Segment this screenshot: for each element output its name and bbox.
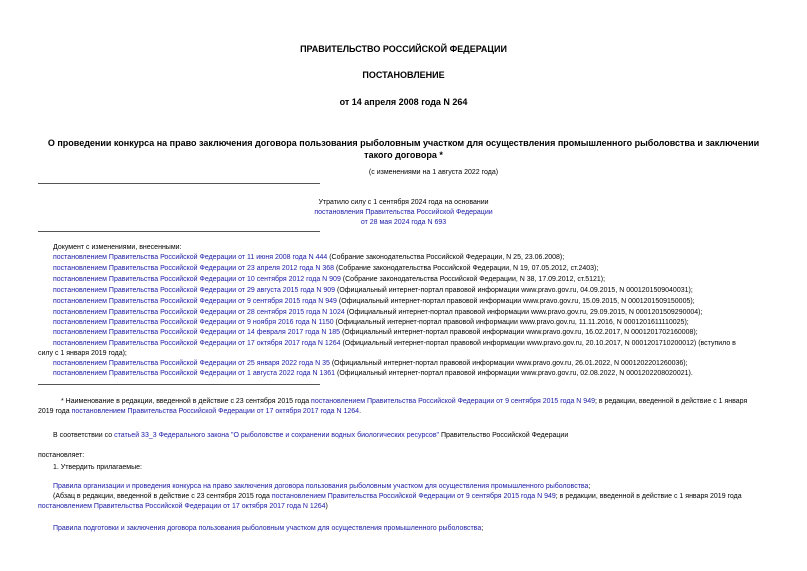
repeal-link-date[interactable]: от 28 мая 2024 года N 693 — [360, 219, 447, 226]
document-date-number: от 14 апреля 2008 года N 264 — [339, 97, 468, 107]
history-link[interactable]: постановлением Правительства Российской Федерации от 25 января 2022 года N 35 — [53, 360, 330, 367]
history-link[interactable]: постановлением Правительства Российской Федерации от 10 сентября 2012 года N 909 — [53, 276, 341, 283]
repeal-link-title[interactable]: постановления Правительства Российской Федерации — [314, 209, 493, 216]
history-item: постановлением Правительства Российской Федерации от 25 января 2022 года N 35 (Официальный интернет-портал правовой информации www.pravo.gov.ru, 26.01.2022, N 0001202201260036); — [53, 360, 688, 367]
preamble: В соответствии со статьей 33_3 Федерального закона "О рыболовстве и сохранении водных биологических ресурсов" Правительство Российской Федерации — [53, 432, 569, 439]
history-link[interactable]: постановлением Правительства Российской Федерации от 9 сентября 2015 года N 949 — [53, 298, 337, 305]
history-link[interactable]: постановлением Правительства Российской Федерации от 29 августа 2015 года N 909 — [53, 287, 336, 294]
history-item: постановлением Правительства Российской Федерации от 23 апреля 2012 года N 368 (Собрание законодательства Российской Федерации, N 19, 07.05.2012, ст.2403); — [53, 265, 599, 272]
history-link[interactable]: постановлением Правительства Российской Федерации от 1 августа 2022 года N 1361 — [53, 370, 336, 377]
footnote-line1: * Наименование в редакции, введенной в действие с 23 сентября 2015 года постановлением Правительства Российской Федерации от 9 сентября 2015 года N 949; в редакции, введенной в действие с 1 января — [61, 398, 748, 405]
footnote-line2: 2019 года постановлением Правительства Российской Федерации от 17 октября 2017 года N 1264. — [38, 408, 362, 415]
history-link[interactable]: постановлением Правительства Российской Федерации от 17 октября 2017 года N 1264 — [53, 340, 341, 347]
amendment-note-line2: постановлением Правительства Российской Федерации от 17 октября 2017 года N 1264) — [38, 503, 328, 510]
history-link[interactable]: постановлением Правительства Российской Федерации от 14 февраля 2017 года N 185 — [53, 329, 340, 336]
history-item: постановлением Правительства Российской Федерации от 1 августа 2022 года N 1361 (Официальный интернет-портал правовой информации www.pravo.gov.ru, 02.08.2022, N 0001202208020021). — [53, 370, 693, 377]
history-item: постановлением Правительства Российской Федерации от 11 июня 2008 года N 444 (Собрание законодательства Российской Федерации, N 25, 23.06.2008); — [53, 254, 565, 261]
footnote-link[interactable]: постановлением Правительства Российской Федерации от 17 октября 2017 года N 1264 — [71, 408, 360, 415]
amendment-link[interactable]: постановлением Правительства Российской Федерации от 9 сентября 2015 года N 949 — [271, 493, 556, 500]
history-item: постановлением Правительства Российской Федерации от 29 августа 2015 года N 909 (Официальный интернет-портал правовой информации www.pravo.gov.ru, 04.09.2015, N 0001201509040031); — [53, 287, 693, 294]
history-item: постановлением Правительства Российской Федерации от 9 сентября 2015 года N 949 (Официальный интернет-портал правовой информации www.pravo.gov.ru, 15.09.2015, N 0001201509150005); — [53, 298, 695, 305]
revision-note: (с изменениями на 1 августа 2022 года) — [368, 169, 499, 176]
history-item: постановлением Правительства Российской Федерации от 14 февраля 2017 года N 185 (Официальный интернет-портал правовой информации www.pravo.gov.ru, 16.02.2017, N 0001201702160008); — [53, 329, 698, 336]
document-title-line2: такого договора * — [364, 150, 443, 160]
federal-law-link[interactable]: статьей 33_3 Федерального закона "О рыболовстве и сохранении водных биологических ресурсов" — [114, 432, 440, 439]
history-link[interactable]: постановлением Правительства Российской Федерации от 11 июня 2008 года N 444 — [53, 254, 328, 261]
footnote-link[interactable]: постановлением Правительства Российской Федерации от 9 сентября 2015 года N 949 — [311, 398, 595, 405]
document-type: ПОСТАНОВЛЕНИЕ — [362, 70, 445, 80]
history-link[interactable]: постановлением Правительства Российской Федерации от 28 сентября 2015 года N 1024 — [53, 309, 345, 316]
rules-1: Правила организации и проведения конкурса на право заключения договора пользования рыболовным участком для осуществления промышленного рыболовства; — [53, 483, 591, 490]
history-intro: Документ с изменениями, внесенными: — [53, 244, 182, 251]
history-link[interactable]: постановлением Правительства Российской Федерации от 9 ноября 2016 года N 1150 — [53, 319, 334, 326]
history-item: постановлением Правительства Российской Федерации от 9 ноября 2016 года N 1150 (Официальный интернет-портал правовой информации www.pravo.gov.ru, 11.11.2016, N 0001201611110025); — [53, 319, 689, 326]
amendment-note-line1: (Абзац в редакции, введенной в действие с 23 сентября 2015 года постановлением Правительства Российской Федерации от 9 сентября 2015 года N 949; в редакции, введенной в действие с 1 января 2019 года — [53, 493, 742, 500]
divider — [38, 183, 320, 184]
rules-2: Правила подготовки и заключения договора пользования рыболовным участком для осуществления промышленного рыболовства; — [53, 525, 484, 532]
document-title-line1: О проведении конкурса на право заключения договора пользования рыболовным участком для осуществления промышленного рыболовства и заключении — [47, 138, 760, 148]
repeal-notice: Утратило силу с 1 сентября 2024 года на основании — [318, 199, 489, 206]
item-1: 1. Утвердить прилагаемые: — [53, 464, 142, 471]
history-item: постановлением Правительства Российской Федерации от 10 сентября 2012 года N 909 (Собрание законодательства Российской Федерации, N 38, 17.09.2012, ст.5121); — [53, 276, 606, 283]
rules-1-link[interactable]: Правила организации и проведения конкурса на право заключения договора пользования рыболовным участком для осуществления промышленного рыболовства — [53, 483, 589, 490]
history-item-continuation: силу с 1 января 2019 года); — [38, 350, 127, 357]
history-item: постановлением Правительства Российской Федерации от 28 сентября 2015 года N 1024 (Официальный интернет-портал правовой информации www.pravo.gov.ru, 29.09.2015, N 0001201509290004); — [53, 309, 703, 316]
amendment-link[interactable]: постановлением Правительства Российской Федерации от 17 октября 2017 года N 1264 — [38, 503, 326, 510]
resolves-text: постановляет: — [38, 452, 85, 459]
history-link[interactable]: постановлением Правительства Российской Федерации от 23 апреля 2012 года N 368 — [53, 265, 335, 272]
history-item: постановлением Правительства Российской Федерации от 17 октября 2017 года N 1264 (Официальный интернет-портал правовой информации www.pravo.gov.ru, 20.10.2017, N 0001201710200012) (вступило в — [53, 340, 736, 347]
rules-2-link[interactable]: Правила подготовки и заключения договора пользования рыболовным участком для осуществления промышленного рыболовства — [53, 525, 482, 532]
government-name: ПРАВИТЕЛЬСТВО РОССИЙСКОЙ ФЕДЕРАЦИИ — [300, 44, 507, 54]
divider — [38, 384, 320, 385]
divider — [38, 231, 320, 232]
